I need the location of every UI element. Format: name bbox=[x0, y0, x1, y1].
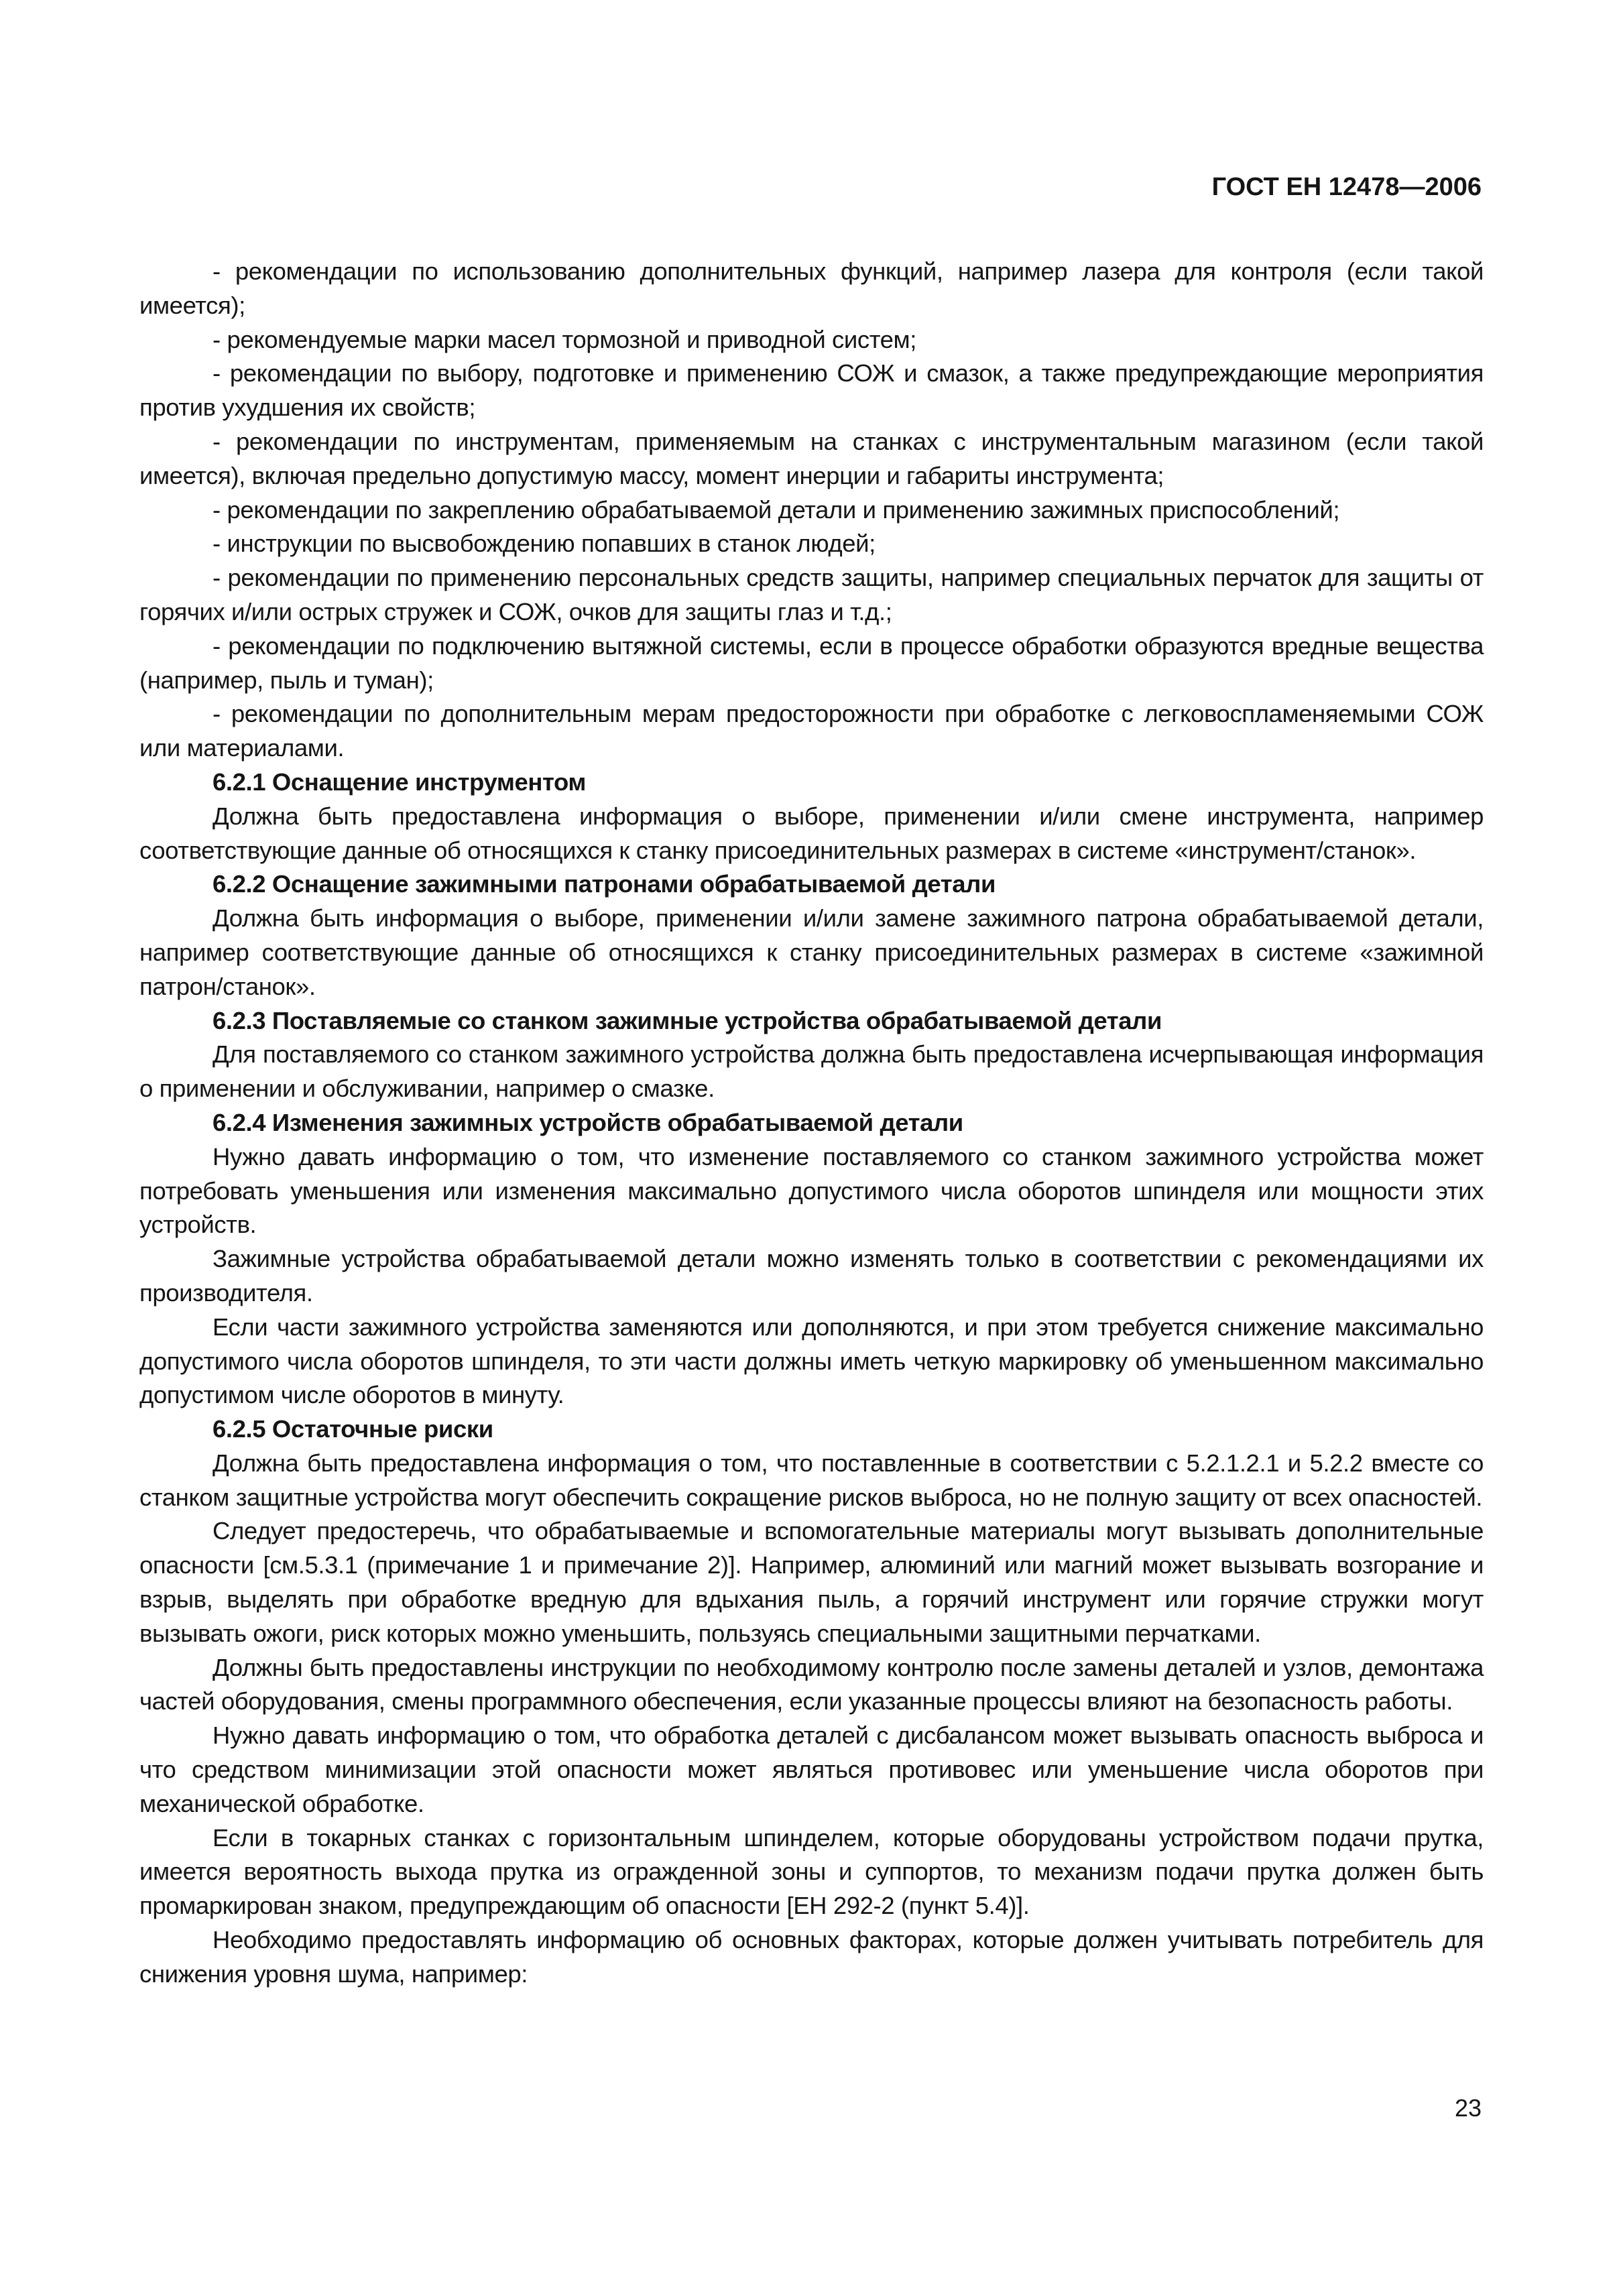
section-heading-6-2-3: 6.2.3 Поставляемые со станком зажимные устройства обрабатываемой детали bbox=[213, 1006, 1162, 1034]
paragraph: Если в токарных станках с горизонтальным шпинделем, которые оборудованы устройством подачи прутка, имеется вероятность выхода прутка из огражденной зоны и суппортов, то механизм подачи прутка должен быть промаркирован знаком, предупреждающим об опасности [ЕН 292-2 (пункт 5.4)]. bbox=[139, 1823, 1484, 1920]
bullet-item: - рекомендации по дополнительным мерам предосторожности при обработке с легковоспламеняемыми СОЖ или материалами. bbox=[139, 700, 1484, 762]
paragraph: Следует предостеречь, что обрабатываемые и вспомогательные материалы могут вызывать дополнительные опасности [см.5.3.1 (примечание 1 и примечание 2)]. Например, алюминий или магний может вызывать возгорание и взрыв, выделять при обработке вредную для вдыхания пыль, а горячий инструмент или горячие стружки могут вызывать ожоги, риск которых можно уменьшить, пользуясь специальными защитными перчатками. bbox=[139, 1517, 1484, 1647]
paragraph: Должна быть предоставлена информация о том, что поставленные в соответствии с 5.2.1.2.1 и 5.2.2 вместе со станком защитные устройства могут обеспечить сокращение рисков выброса, но не полную защиту от всех опасностей. bbox=[139, 1449, 1484, 1511]
section-heading-6-2-5: 6.2.5 Остаточные риски bbox=[213, 1415, 493, 1443]
paragraph: Если части зажимного устройства заменяются или дополняются, и при этом требуется снижение максимально допустимого числа оборотов шпинделя, то эти части должны иметь четкую маркировку об уменьшенном максимально допустимом числе оборотов в минуту. bbox=[139, 1313, 1484, 1409]
paragraph: Нужно давать информацию о том, что обработка деталей с дисбалансом может вызывать опасность выброса и что средством минимизации этой опасности может являться противовес или уменьшение числа оборотов при механической обработке. bbox=[139, 1721, 1484, 1817]
document-header-id: ГОСТ ЕН 12478—2006 bbox=[1211, 173, 1482, 201]
paragraph: Должны быть предоставлены инструкции по необходимому контролю после замены деталей и узлов, демонтажа частей оборудования, смены программного обеспечения, если указанные процессы влияют на безопасность работы. bbox=[139, 1653, 1484, 1715]
bullet-item: - рекомендации по применению персональных средств защиты, например специальных перчаток для защиты от горячих и/или острых стружек и СОЖ, очков для защиты глаз и т.д.; bbox=[139, 564, 1484, 625]
section-heading-6-2-2: 6.2.2 Оснащение зажимными патронами обрабатываемой детали bbox=[213, 870, 996, 898]
paragraph: Необходимо предоставлять информацию об основных факторах, которые должен учитывать потребитель для снижения уровня шума, например: bbox=[139, 1926, 1484, 1988]
paragraph: Должна быть предоставлена информация о выборе, применении и/или смене инструмента, например соответствующие данные об относящихся к станку присоединительных размерах в системе «инструмент/станок». bbox=[139, 802, 1484, 864]
bullet-item: - рекомендации по инструментам, применяемым на станках с инструментальным магазином (если такой имеется), включая предельно допустимую массу, момент инерции и габариты инструмента; bbox=[139, 427, 1484, 489]
section-heading-6-2-4: 6.2.4 Изменения зажимных устройств обрабатываемой детали bbox=[213, 1108, 963, 1136]
paragraph: Зажимные устройства обрабатываемой детали можно изменять только в соответствии с рекомендациями их производителя. bbox=[139, 1245, 1484, 1307]
bullet-item: - инструкции по высвобождению попавших в станок людей; bbox=[213, 530, 876, 558]
paragraph: Должна быть информация о выборе, применении и/или замене зажимного патрона обрабатываемой детали, например соответствующие данные об относящихся к станку присоединительных размерах в системе «зажимной патрон/станок». bbox=[139, 904, 1484, 1000]
paragraph: Для поставляемого со станком зажимного устройства должна быть предоставлена исчерпывающая информация о применении и обслуживании, например о смазке. bbox=[139, 1040, 1484, 1103]
document-body bbox=[139, 255, 1484, 1992]
bullet-item: - рекомендации по использованию дополнительных функций, например лазера для контроля (если такой имеется); bbox=[139, 257, 1484, 319]
bullet-item: - рекомендации по подключению вытяжной системы, если в процессе обработки образуются вредные вещества (например, пыль и туман); bbox=[139, 631, 1484, 694]
bullet-item: - рекомендации по выбору, подготовке и применению СОЖ и смазок, а также предупреждающие мероприятия против ухудшения их свойств; bbox=[139, 359, 1484, 422]
section-heading-6-2-1: 6.2.1 Оснащение инструментом bbox=[213, 768, 587, 796]
bullet-item: - рекомендуемые марки масел тормозной и приводной систем; bbox=[213, 325, 916, 353]
page-number: 23 bbox=[1454, 2094, 1482, 2122]
bullet-item: - рекомендации по закреплению обрабатываемой детали и применению зажимных приспособлений; bbox=[213, 495, 1340, 524]
paragraph: Нужно давать информацию о том, что изменение поставляемого со станком зажимного устройства может потребовать уменьшения или изменения максимально допустимого числа оборотов шпинделя или мощности этих устройств. bbox=[139, 1142, 1484, 1239]
